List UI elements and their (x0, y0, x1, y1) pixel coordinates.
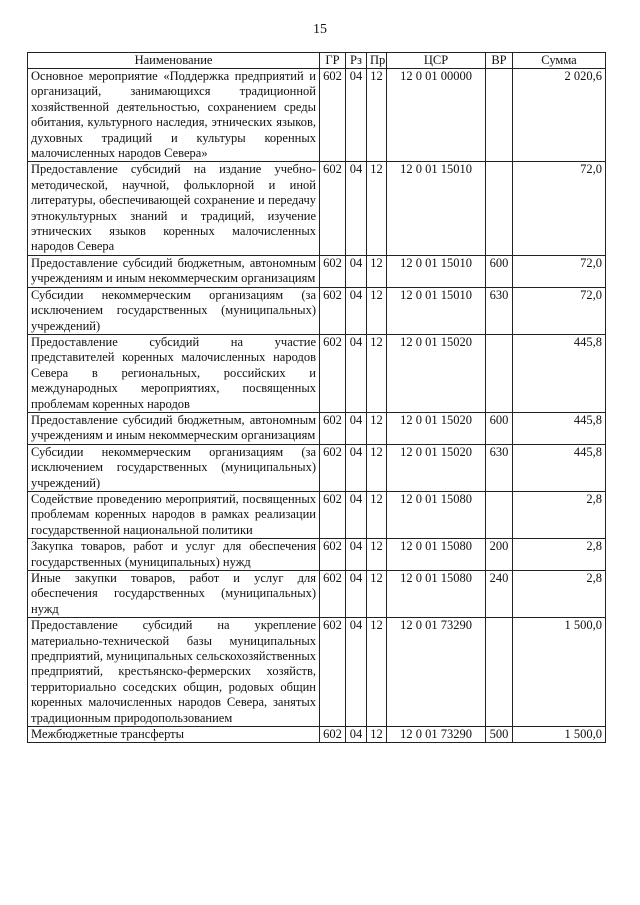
table-row (28, 334, 606, 412)
row-vr: 500 (486, 727, 513, 743)
row-csr: 12 0 01 15010 (387, 287, 486, 334)
table-row (28, 162, 606, 255)
row-gr: 602 (320, 444, 346, 491)
row-vr (486, 162, 513, 255)
header-csr: ЦСР (387, 53, 486, 69)
row-name: Содействие проведению мероприятий, посвященных проблемам коренных народов в рамках реализации государственной национальной политики (28, 491, 320, 538)
row-csr: 12 0 01 73290 (387, 727, 486, 743)
row-gr: 602 (320, 618, 346, 727)
row-gr: 602 (320, 727, 346, 743)
row-csr: 12 0 01 15010 (387, 255, 486, 287)
row-rz: 04 (346, 255, 367, 287)
row-gr: 602 (320, 69, 346, 162)
row-csr: 12 0 01 15080 (387, 539, 486, 571)
row-pr: 12 (367, 412, 387, 444)
row-vr (486, 618, 513, 727)
row-name: Субсидии некоммерческим организациям (за исключением государственных (муниципальных) учреждений) (28, 444, 320, 491)
row-sum: 72,0 (513, 162, 606, 255)
row-name: Межбюджетные трансферты (28, 727, 320, 743)
row-gr: 602 (320, 571, 346, 618)
row-sum: 445,8 (513, 334, 606, 412)
row-sum: 72,0 (513, 287, 606, 334)
row-rz: 04 (346, 491, 367, 538)
row-vr: 630 (486, 287, 513, 334)
row-rz: 04 (346, 571, 367, 618)
row-sum: 445,8 (513, 412, 606, 444)
row-name: Закупка товаров, работ и услуг для обеспечения государственных (муниципальных) нужд (28, 539, 320, 571)
row-gr: 602 (320, 334, 346, 412)
row-sum: 2 020,6 (513, 69, 606, 162)
row-name: Предоставление субсидий на укрепление материально-технической базы муниципальных предприятий, муниципальных сельскохозяйственных предприятий, крестьянско-фермерских хозяйств, территориально соседских общин, родовых общин коренных малочисленных народов Севера, занятых традиционным природопользованием (28, 618, 320, 727)
table-row (28, 571, 606, 618)
row-csr: 12 0 01 15010 (387, 162, 486, 255)
row-sum: 1 500,0 (513, 727, 606, 743)
row-vr: 630 (486, 444, 513, 491)
header-rz: Рз (346, 53, 367, 69)
row-csr: 12 0 01 73290 (387, 618, 486, 727)
row-pr: 12 (367, 618, 387, 727)
header-pr: Пр (367, 53, 387, 69)
table-row (28, 444, 606, 491)
row-rz: 04 (346, 444, 367, 491)
row-name: Предоставление субсидий на издание учебно-методической, научной, фольклорной и иной литературы, обеспечивающей сохранение и передачу этнокультурных знаний и традиций, изучение этнических языков коренных малочисленных народов Севера (28, 162, 320, 255)
row-gr: 602 (320, 491, 346, 538)
row-csr: 12 0 01 00000 (387, 69, 486, 162)
row-rz: 04 (346, 539, 367, 571)
row-csr: 12 0 01 15020 (387, 444, 486, 491)
table-row (28, 412, 606, 444)
budget-table (27, 52, 606, 743)
header-gr: ГР (320, 53, 346, 69)
row-gr: 602 (320, 412, 346, 444)
row-sum: 1 500,0 (513, 618, 606, 727)
page-number: 15 (313, 22, 327, 37)
row-rz: 04 (346, 618, 367, 727)
row-vr (486, 334, 513, 412)
table-row (28, 255, 606, 287)
row-rz: 04 (346, 162, 367, 255)
row-csr: 12 0 01 15080 (387, 571, 486, 618)
row-pr: 12 (367, 444, 387, 491)
row-pr: 12 (367, 162, 387, 255)
row-vr: 240 (486, 571, 513, 618)
row-gr: 602 (320, 162, 346, 255)
row-sum: 2,8 (513, 539, 606, 571)
header-vr: ВР (486, 53, 513, 69)
table-row (28, 618, 606, 727)
row-gr: 602 (320, 287, 346, 334)
row-pr: 12 (367, 571, 387, 618)
table-row (28, 69, 606, 162)
row-name: Основное мероприятие «Поддержка предприятий и организаций, занимающихся традиционной хозяйственной деятельностью, сохранением среды обитания, культурного наследия, этнических языков, духовных традиций и культуры коренных малочисленных народов Севера» (28, 69, 320, 162)
row-rz: 04 (346, 287, 367, 334)
row-name: Предоставление субсидий бюджетным, автономным учреждениям и иным некоммерческим организациям (28, 255, 320, 287)
row-sum: 72,0 (513, 255, 606, 287)
row-rz: 04 (346, 69, 367, 162)
table-row (28, 539, 606, 571)
table-row (28, 727, 606, 743)
row-vr: 600 (486, 412, 513, 444)
row-pr: 12 (367, 491, 387, 538)
row-pr: 12 (367, 727, 387, 743)
row-vr (486, 491, 513, 538)
row-csr: 12 0 01 15080 (387, 491, 486, 538)
row-sum: 445,8 (513, 444, 606, 491)
header-name: Наименование (28, 53, 320, 69)
row-rz: 04 (346, 334, 367, 412)
row-name: Предоставление субсидий бюджетным, автономным учреждениям и иным некоммерческим организациям (28, 412, 320, 444)
header-sum: Сумма (513, 53, 606, 69)
row-sum: 2,8 (513, 491, 606, 538)
row-rz: 04 (346, 727, 367, 743)
row-gr: 602 (320, 539, 346, 571)
row-csr: 12 0 01 15020 (387, 412, 486, 444)
table-row (28, 287, 606, 334)
row-pr: 12 (367, 287, 387, 334)
row-pr: 12 (367, 69, 387, 162)
row-vr: 600 (486, 255, 513, 287)
table-row (28, 491, 606, 538)
row-pr: 12 (367, 539, 387, 571)
row-gr: 602 (320, 255, 346, 287)
row-vr: 200 (486, 539, 513, 571)
row-pr: 12 (367, 255, 387, 287)
row-sum: 2,8 (513, 571, 606, 618)
row-vr (486, 69, 513, 162)
row-name: Иные закупки товаров, работ и услуг для обеспечения государственных (муниципальных) нужд (28, 571, 320, 618)
row-pr: 12 (367, 334, 387, 412)
table-header-row (28, 53, 606, 69)
row-name: Субсидии некоммерческим организациям (за исключением государственных (муниципальных) учреждений) (28, 287, 320, 334)
row-rz: 04 (346, 412, 367, 444)
row-csr: 12 0 01 15020 (387, 334, 486, 412)
row-name: Предоставление субсидий на участие представителей коренных малочисленных народов Севера в региональных, российских и международных мероприятиях, посвященных проблемам коренных народов (28, 334, 320, 412)
